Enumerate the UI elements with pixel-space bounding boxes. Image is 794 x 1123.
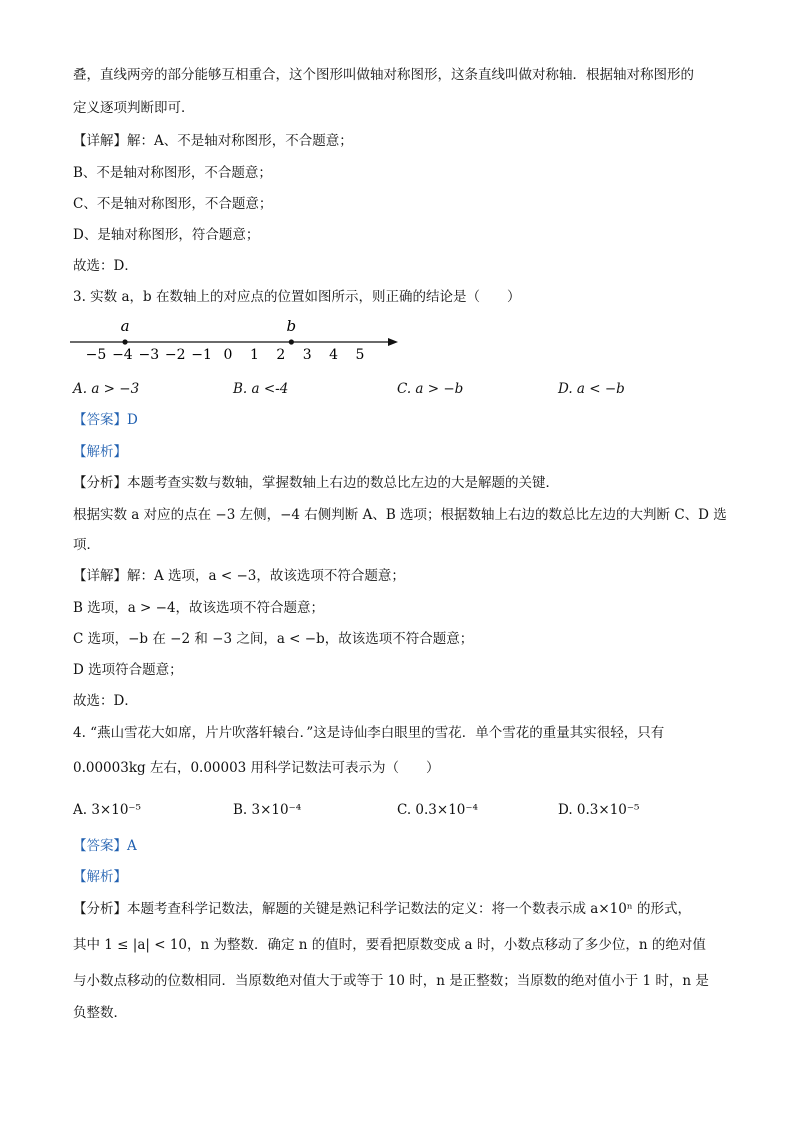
tick-label: −2 <box>164 347 186 363</box>
option-b: B. a <-4 <box>233 381 289 397</box>
point-b-label: b <box>286 317 297 335</box>
tick-label: −4 <box>112 347 133 363</box>
question-3-stem: 3. 实数 a，b 在数轴上的对应点的位置如图所示，则正确的结论是（ ） <box>73 289 521 305</box>
tick-label: −1 <box>191 347 212 363</box>
tick-label: 3 <box>302 347 312 363</box>
question-4-options <box>73 801 723 819</box>
question-4-stem: 0.00003kg 左右，0.00003 用科学记数法可表示为（ ） <box>73 760 440 776</box>
point-b <box>289 339 294 344</box>
answer-label: 【答案】D <box>73 412 138 428</box>
detail-line: D、是轴对称图形，符合题意； <box>73 227 260 243</box>
option-a: A. a > −3 <box>73 381 140 397</box>
number-line-figure <box>66 316 406 368</box>
detail-line: C 选项，−b 在 −2 和 −3 之间，a < −b，故该选项不符合题意； <box>73 631 474 647</box>
point-a <box>122 339 127 344</box>
arrow-head-icon <box>388 338 398 346</box>
answer-choice-line: 故选：D． <box>73 693 138 709</box>
question-3-options <box>73 380 723 398</box>
question-4-stem: 4. “燕山雪花大如席，片片吹落轩辕台．”这是诗仙李白眼里的雪花．单个雪花的重量其实很轻，只有 <box>73 725 665 741</box>
analysis-line: 【分析】本题考查实数与数轴，掌握数轴上右边的数总比左边的大是解题的关键． <box>73 475 559 491</box>
option-a: A. 3×10⁻⁵ <box>73 802 141 818</box>
detail-line: B 选项，a > −4，故该选项不符合题意； <box>73 600 325 616</box>
tick-label: −5 <box>85 347 107 363</box>
analysis-line: 【分析】本题考查科学记数法，解题的关键是熟记科学记数法的定义：将一个数表示成 a×10ⁿ 的形式， <box>73 901 691 917</box>
text-line: 定义逐项判断即可． <box>73 100 195 116</box>
option-d: D. a < −b <box>558 381 625 397</box>
tick-label: 1 <box>249 347 259 363</box>
option-c: C. 0.3×10⁻⁴ <box>397 802 478 818</box>
point-a-label: a <box>120 317 130 335</box>
option-b: B. 3×10⁻⁴ <box>233 802 302 818</box>
option-d: D. 0.3×10⁻⁵ <box>558 802 640 818</box>
tick-label: 2 <box>276 347 286 363</box>
detail-line: 【详解】解：A 选项，a < −3，故该选项不符合题意； <box>73 568 405 584</box>
answer-choice-line: 故选：D． <box>73 258 138 274</box>
detail-line: C、不是轴对称图形，不合题意； <box>73 196 273 212</box>
analysis-line: 根据实数 a 对应的点在 −3 左侧，−4 右侧判断 A、B 选项；根据数轴上右边的数总比左边的大判断 C、D 选 <box>73 507 727 523</box>
analysis-line: 项． <box>73 537 100 553</box>
analysis-label: 【解析】 <box>73 869 127 885</box>
option-c: C. a > −b <box>397 381 464 397</box>
text-line: 叠，直线两旁的部分能够互相重合，这个图形叫做轴对称图形，这条直线叫做对称轴．根据轴对称图形的 <box>73 67 694 83</box>
tick-label: 5 <box>355 347 365 363</box>
tick-label: 0 <box>223 347 233 363</box>
answer-label: 【答案】A <box>73 838 137 854</box>
number-line-ticks <box>86 347 365 363</box>
analysis-label: 【解析】 <box>73 444 127 460</box>
analysis-line: 负整数． <box>73 1005 127 1021</box>
detail-line: 【详解】解：A、不是轴对称图形，不合题意； <box>73 133 353 149</box>
detail-line: D 选项符合题意； <box>73 662 183 678</box>
detail-line: B、不是轴对称图形，不合题意； <box>73 165 272 181</box>
tick-label: 4 <box>329 347 339 363</box>
analysis-line: 与小数点移动的位数相同．当原数绝对值大于或等于 10 时，n 是正整数；当原数的绝对值小于 1 时，n 是 <box>73 973 709 989</box>
tick-label: −3 <box>138 347 160 363</box>
analysis-line: 其中 1 ≤ |a| < 10，n 为整数．确定 n 的值时，要看把原数变成 a 时，小数点移动了多少位，n 的绝对值 <box>73 937 706 953</box>
